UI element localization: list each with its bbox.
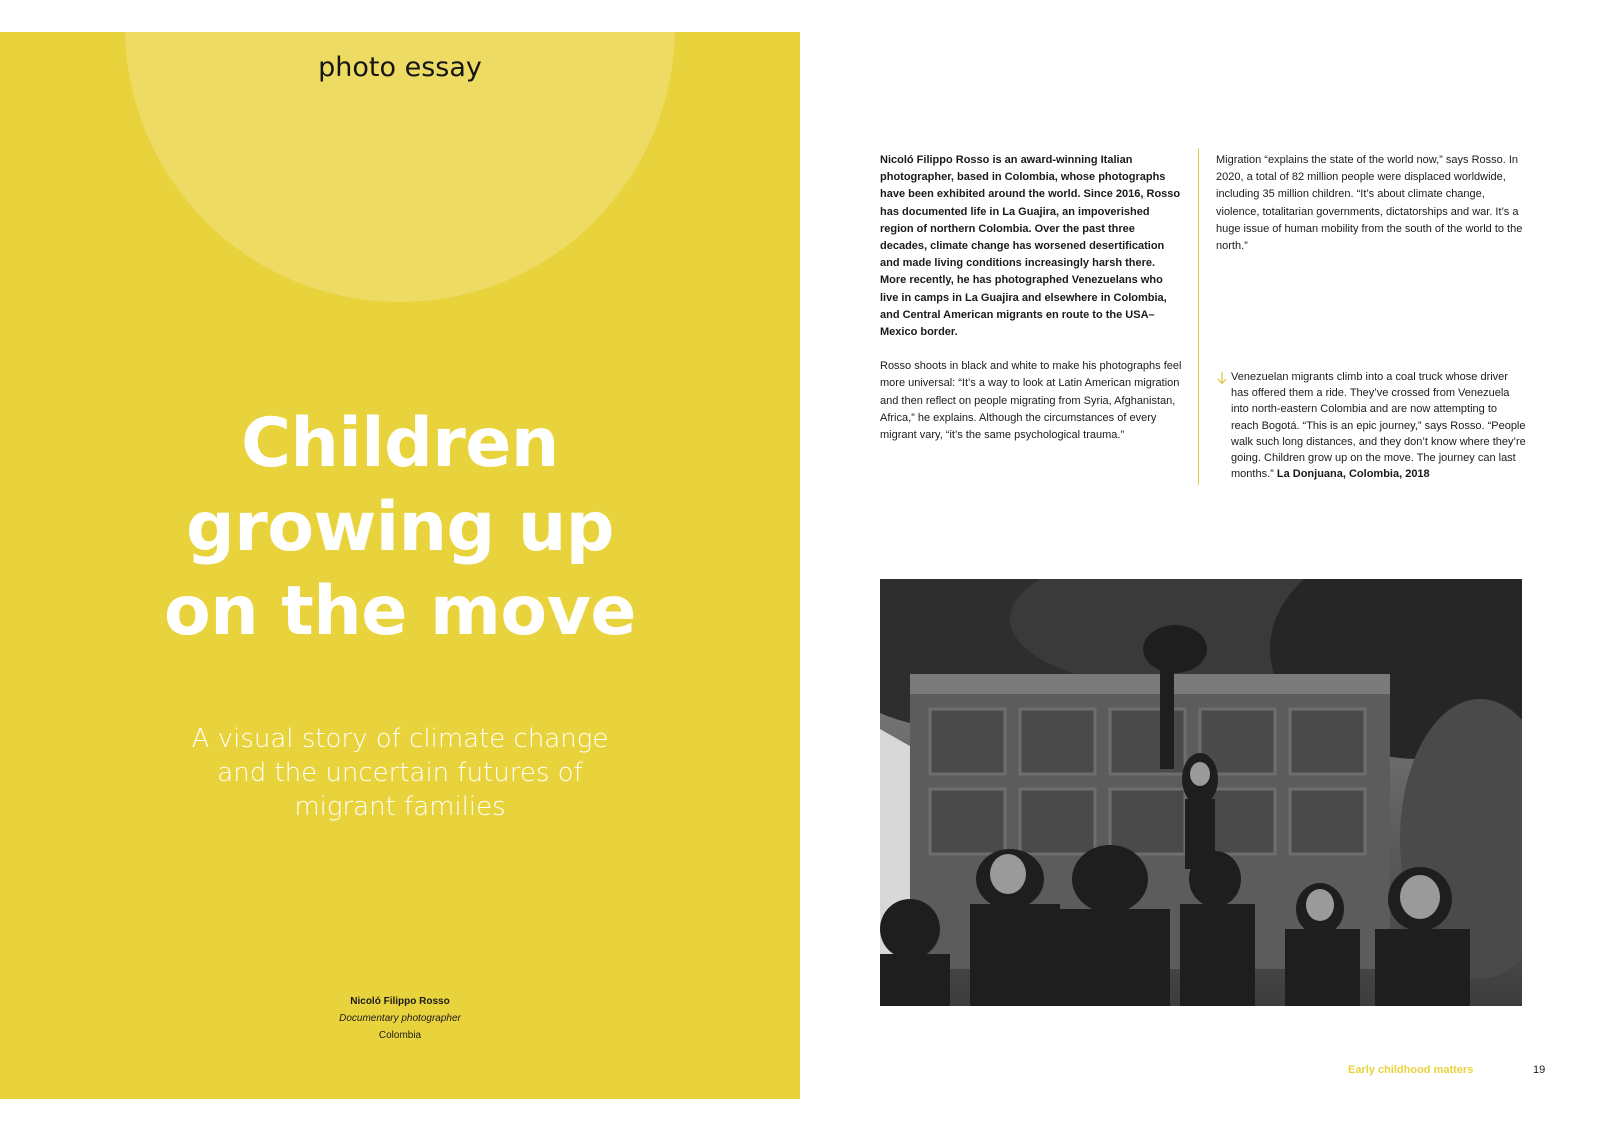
cover-panel	[0, 32, 800, 1099]
title-line: Children	[241, 404, 559, 483]
title-line: growing up	[186, 488, 614, 567]
magazine-name: Early childhood matters	[1348, 1064, 1474, 1076]
lead-paragraph: Nicoló Filippo Rosso is an award-winning Italian photographer, based in Colombia, whose photographs have been exhibited around the world. Since 2016, Rosso has documented life in La Guajira, an impoverished region of northern Colombia. Over the past three decades, climate change has worsened desertification and made living conditions increasingly harsh there. More recently, he has photographed Venezuelans who live in camps in La Guajira and elsewhere in Colombia, and Central American migrants en route to the USA–Mexico border.	[880, 154, 1181, 339]
essay-title	[0, 402, 800, 654]
photo	[880, 579, 1522, 1006]
caption-body: Venezuelan migrants climb into a coal truck whose driver has offered them a ride. They’ve crossed from Venezuela into north-eastern Colombia and are now attempting to reach Bogotá. “This is an epic journey,” says Rosso. “People walk such long distances, and they don’t know where they’re going. Children grow up on the move. The journey can last months.”	[1231, 371, 1526, 481]
subtitle-line: migrant families	[294, 792, 506, 822]
text-column-left	[880, 152, 1182, 461]
migrants-truck-photo	[880, 579, 1522, 1006]
column-divider	[1198, 148, 1199, 485]
page-number: 19	[1533, 1064, 1546, 1076]
body-paragraph: Rosso shoots in black and white to make his photographs feel more universal: “It’s a way to look at Latin American migration and then reflect on people migrating from Syria, Afghanistan, Africa,” he explains. Although the circumstances of every migrant vary, “it’s the same psychological trauma.”	[880, 360, 1182, 442]
subtitle-line: and the uncertain futures of	[217, 758, 583, 788]
title-line: on the move	[163, 572, 637, 651]
photo-caption	[1216, 369, 1526, 482]
caption-text	[1231, 369, 1526, 482]
byline	[0, 993, 800, 1044]
body-paragraph: Migration “explains the state of the world now,” says Rosso. In 2020, a total of 82 million people were displaced worldwide, including 35 million children. “It’s about climate change, violence, totalitarian governments, dictatorships and war. It’s a huge issue of human mobility from the south of the world to the north.”	[1216, 154, 1523, 253]
text-column-right	[1216, 152, 1526, 255]
essay-subtitle	[0, 722, 800, 824]
author-country: Colombia	[378, 1030, 422, 1041]
section-label: photo essay	[318, 52, 482, 83]
author-name: Nicoló Filippo Rosso	[350, 996, 450, 1007]
arrow-down-icon	[1216, 371, 1228, 385]
author-role: Documentary photographer	[339, 1013, 461, 1024]
caption-credit: La Donjuana, Colombia, 2018	[1276, 468, 1430, 481]
subtitle-line: A visual story of climate change	[191, 724, 609, 754]
